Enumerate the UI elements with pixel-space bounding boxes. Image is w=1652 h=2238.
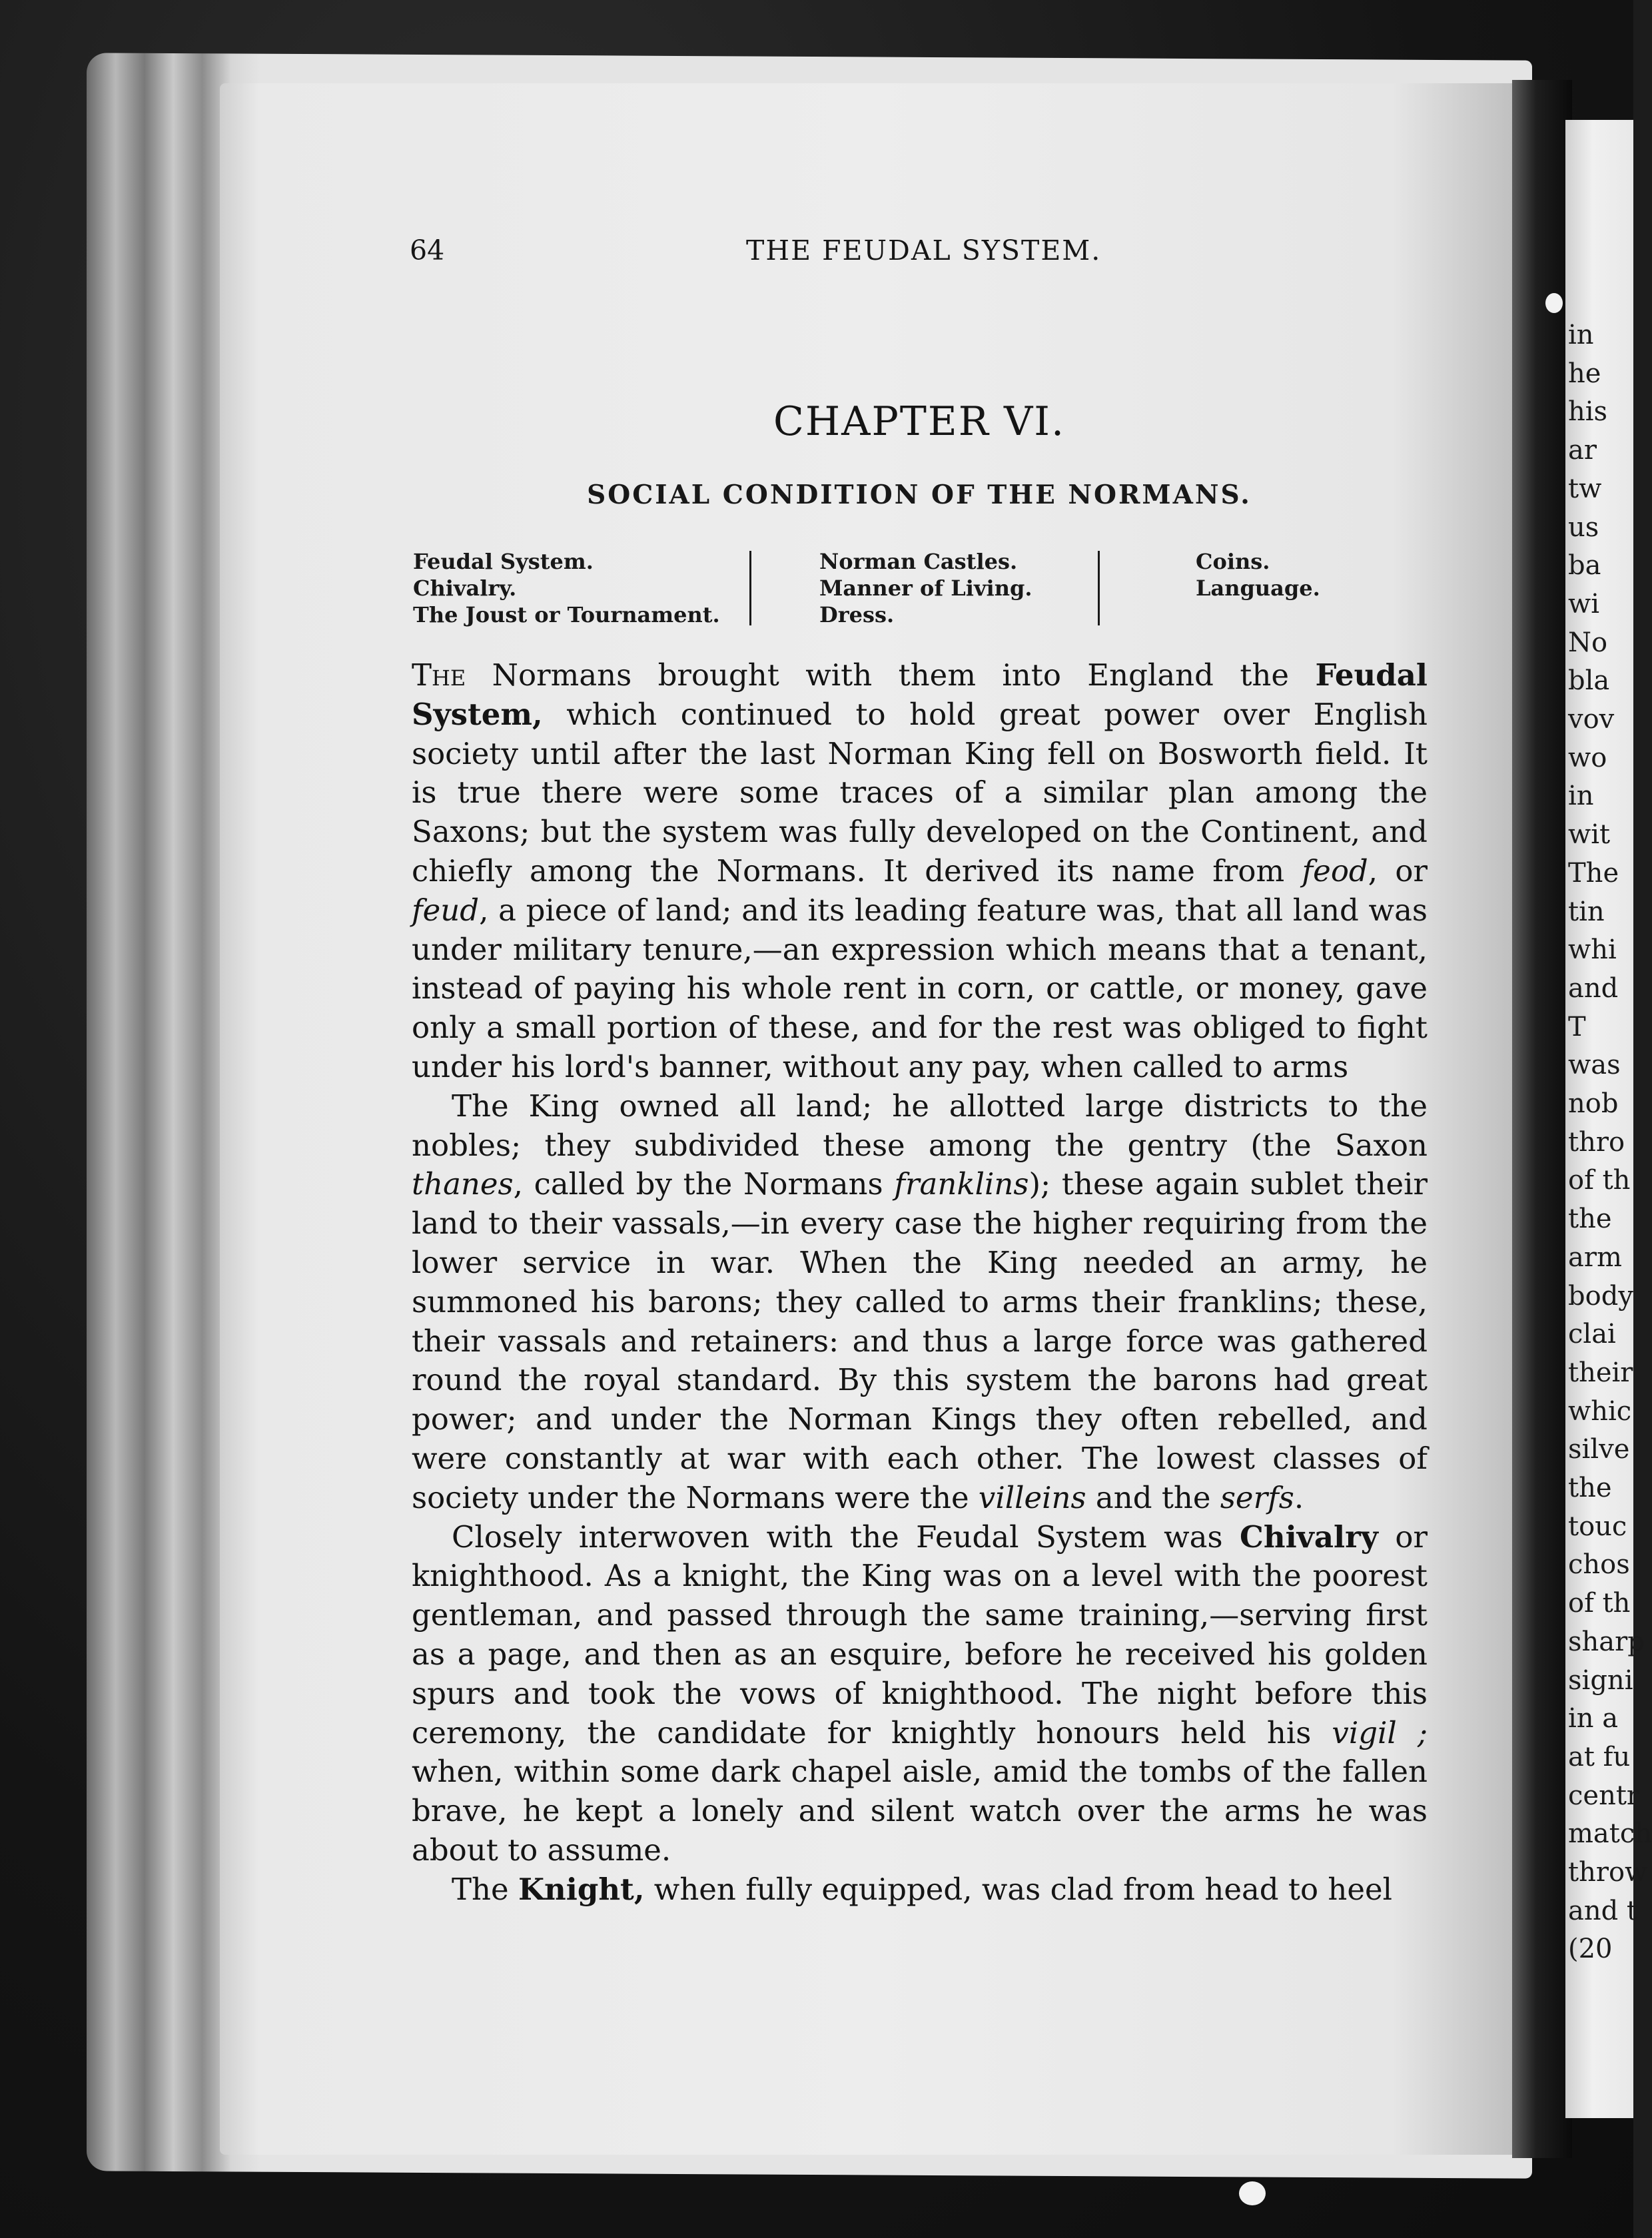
right-page-text-fragment: silve <box>1568 1434 1630 1465</box>
topic-divider <box>749 551 751 625</box>
text-run: . <box>1294 1479 1304 1515</box>
topic-item: Chivalry. <box>413 575 517 601</box>
right-page-text-fragment: vov <box>1568 704 1615 735</box>
italic-term: franklins <box>894 1166 1029 1202</box>
paragraph-feudal-system <box>412 656 1428 1087</box>
paragraph-knight <box>412 1870 1428 1910</box>
paragraph-chivalry <box>412 1518 1428 1870</box>
bold-term: Feudal System, <box>412 657 1428 732</box>
running-title: THE FEUDAL SYSTEM. <box>746 234 1102 266</box>
right-page-text-fragment: he <box>1568 358 1601 389</box>
right-page-text-fragment: wi <box>1568 588 1600 619</box>
right-page-text-fragment: T <box>1568 1011 1586 1042</box>
text-run: Normans brought with them into England the <box>466 657 1316 693</box>
right-page-text-fragment: in <box>1568 320 1594 350</box>
italic-term: feod <box>1302 853 1368 889</box>
right-page-text-fragment: arm <box>1568 1242 1622 1273</box>
text-run: Closely interwoven with the Feudal System was <box>452 1519 1240 1555</box>
topic-item: The Joust or Tournament. <box>413 602 720 627</box>
italic-term: vigil ; <box>1332 1714 1428 1750</box>
topics-column-2 <box>819 548 1032 628</box>
right-page-text-fragment: (20 <box>1568 1934 1613 1965</box>
right-page-text-fragment: thro <box>1568 1126 1625 1158</box>
right-page-text-fragment: and t <box>1568 1895 1638 1926</box>
scan-speck <box>1545 293 1563 313</box>
text-run: when, within some dark chapel aisle, amid the tombs of the fallen brave, he kept a lonely and silent watch over the arms he was about to assume. <box>412 1754 1428 1868</box>
text-run: , called by the Normans <box>513 1166 895 1202</box>
italic-term: feud <box>412 892 480 928</box>
right-page-text-fragment: throw <box>1568 1857 1648 1888</box>
text-run: , a piece of land; and its leading feature was, that all land was under military tenure,—an expression which means that a tenant, instead of paying his whole rent in corn, or cattle, or money, gave only a small portion of these, and for the rest was obliged to fight under his lord's banner, without any pay, when called to arms <box>412 892 1428 1084</box>
text-run: The <box>452 1871 518 1907</box>
right-page-text-fragment: ba <box>1568 550 1601 581</box>
right-page-text-fragment: his <box>1568 396 1608 428</box>
drop-word: The <box>412 657 466 693</box>
topic-divider <box>1098 551 1100 625</box>
right-page-text-fragment: sharp <box>1568 1626 1645 1657</box>
topics-column-3 <box>1196 548 1320 601</box>
right-page-text-fragment: in <box>1568 781 1594 812</box>
right-page-text-fragment: nob <box>1568 1088 1619 1119</box>
chapter-title: CHAPTER VI. <box>773 398 1066 445</box>
right-page-text-fragment: signi <box>1568 1665 1633 1696</box>
text-run: The King owned all land; he allotted large districts to the nobles; they subdivided these among the gentry (the Saxon <box>412 1088 1428 1163</box>
text-run: and the <box>1086 1479 1220 1515</box>
text-run: , or <box>1368 853 1428 889</box>
right-page-text-fragment: was <box>1568 1050 1621 1081</box>
right-page-text-fragment: the <box>1568 1204 1612 1235</box>
right-page-text-fragment: their <box>1568 1357 1633 1388</box>
right-page-text-fragment: ar <box>1568 435 1597 466</box>
right-page-text-fragment: The <box>1568 857 1619 889</box>
right-page-text-fragment: of th <box>1568 1165 1631 1196</box>
bold-term: Knight, <box>518 1871 645 1907</box>
chapter-topics <box>413 548 1426 635</box>
right-page-text-fragment: us <box>1568 512 1599 543</box>
right-page-text-fragment: whi <box>1568 934 1617 966</box>
topic-item: Language. <box>1196 575 1320 601</box>
right-page-text-fragment: and <box>1568 972 1619 1004</box>
right-page-text-fragment: No <box>1568 627 1608 658</box>
topic-item: Coins. <box>1196 549 1270 574</box>
right-page-text-fragment: in a <box>1568 1703 1619 1734</box>
bold-term: Chivalry <box>1240 1519 1378 1555</box>
topic-item: Dress. <box>819 602 895 627</box>
right-page-text-fragment: tw <box>1568 473 1602 504</box>
right-page-fragment <box>1565 120 1652 2118</box>
page-header <box>410 234 1429 274</box>
right-page-text-fragment: touc <box>1568 1511 1627 1542</box>
text-run: when fully equipped, was clad from head to heel <box>644 1871 1393 1907</box>
right-page-text-fragment: at fu <box>1568 1741 1631 1772</box>
right-page-text-fragment: bla <box>1568 665 1610 697</box>
italic-term: serfs <box>1220 1479 1294 1515</box>
chapter-subtitle: SOCIAL CONDITION OF THE NORMANS. <box>587 480 1252 510</box>
topic-item: Norman Castles. <box>819 549 1018 574</box>
paragraph-king-land <box>412 1087 1428 1518</box>
right-page-text-fragment: centr <box>1568 1780 1640 1811</box>
right-page-text-fragment: clai <box>1568 1319 1616 1350</box>
italic-term: villeins <box>978 1479 1086 1515</box>
right-page-text-fragment: body <box>1568 1280 1633 1311</box>
right-page-text-fragment: the <box>1568 1473 1612 1503</box>
right-page-text-fragment: of th <box>1568 1588 1631 1619</box>
text-run: or knighthood. As a knight, the King was on a level with the poorest gentleman, and passed through the same training,—serving first as a page, and then as an esquire, before he received his golden spurs and took the vows of knighthood. The night before this ceremony, the candidate for knightly honours held his <box>412 1519 1428 1750</box>
text-run: ); these again sublet their land to their vassals,—in every case the higher requiring from the lower service in war. When the King needed an army, he summoned his barons; they called to arms their franklins; these, their vassals and retainers: and thus a large force was gathered round the royal standard. By this system the barons had great power; and under the Norman Kings they often rebelled, and were constantly at war with each other. The lowest classes of society under the Normans were the <box>412 1166 1428 1515</box>
right-page-text-fragment: tin <box>1568 896 1605 927</box>
text-run: which continued to hold great power over English society until after the last Norman King fell on Bosworth field. It is true there were some traces of a similar plan among the Saxons; but the system was fully developed on the Continent, and chiefly among the Normans. It derived its name from <box>412 696 1428 889</box>
topics-column-1 <box>413 548 720 628</box>
topic-item: Feudal System. <box>413 549 594 574</box>
italic-term: thanes <box>412 1166 514 1202</box>
topic-item: Manner of Living. <box>819 575 1032 601</box>
right-page-text-fragment: wit <box>1568 819 1611 851</box>
right-page-text-fragment: match <box>1568 1818 1652 1850</box>
page-number: 64 <box>410 234 445 266</box>
right-page-text-fragment: wo <box>1568 742 1607 773</box>
chapter-body <box>412 656 1428 1910</box>
right-page-text-fragment: whic <box>1568 1395 1632 1427</box>
book-gutter <box>1512 80 1572 2158</box>
right-page-text-fragment: chos <box>1568 1549 1630 1581</box>
scan-speck <box>1239 2181 1266 2205</box>
